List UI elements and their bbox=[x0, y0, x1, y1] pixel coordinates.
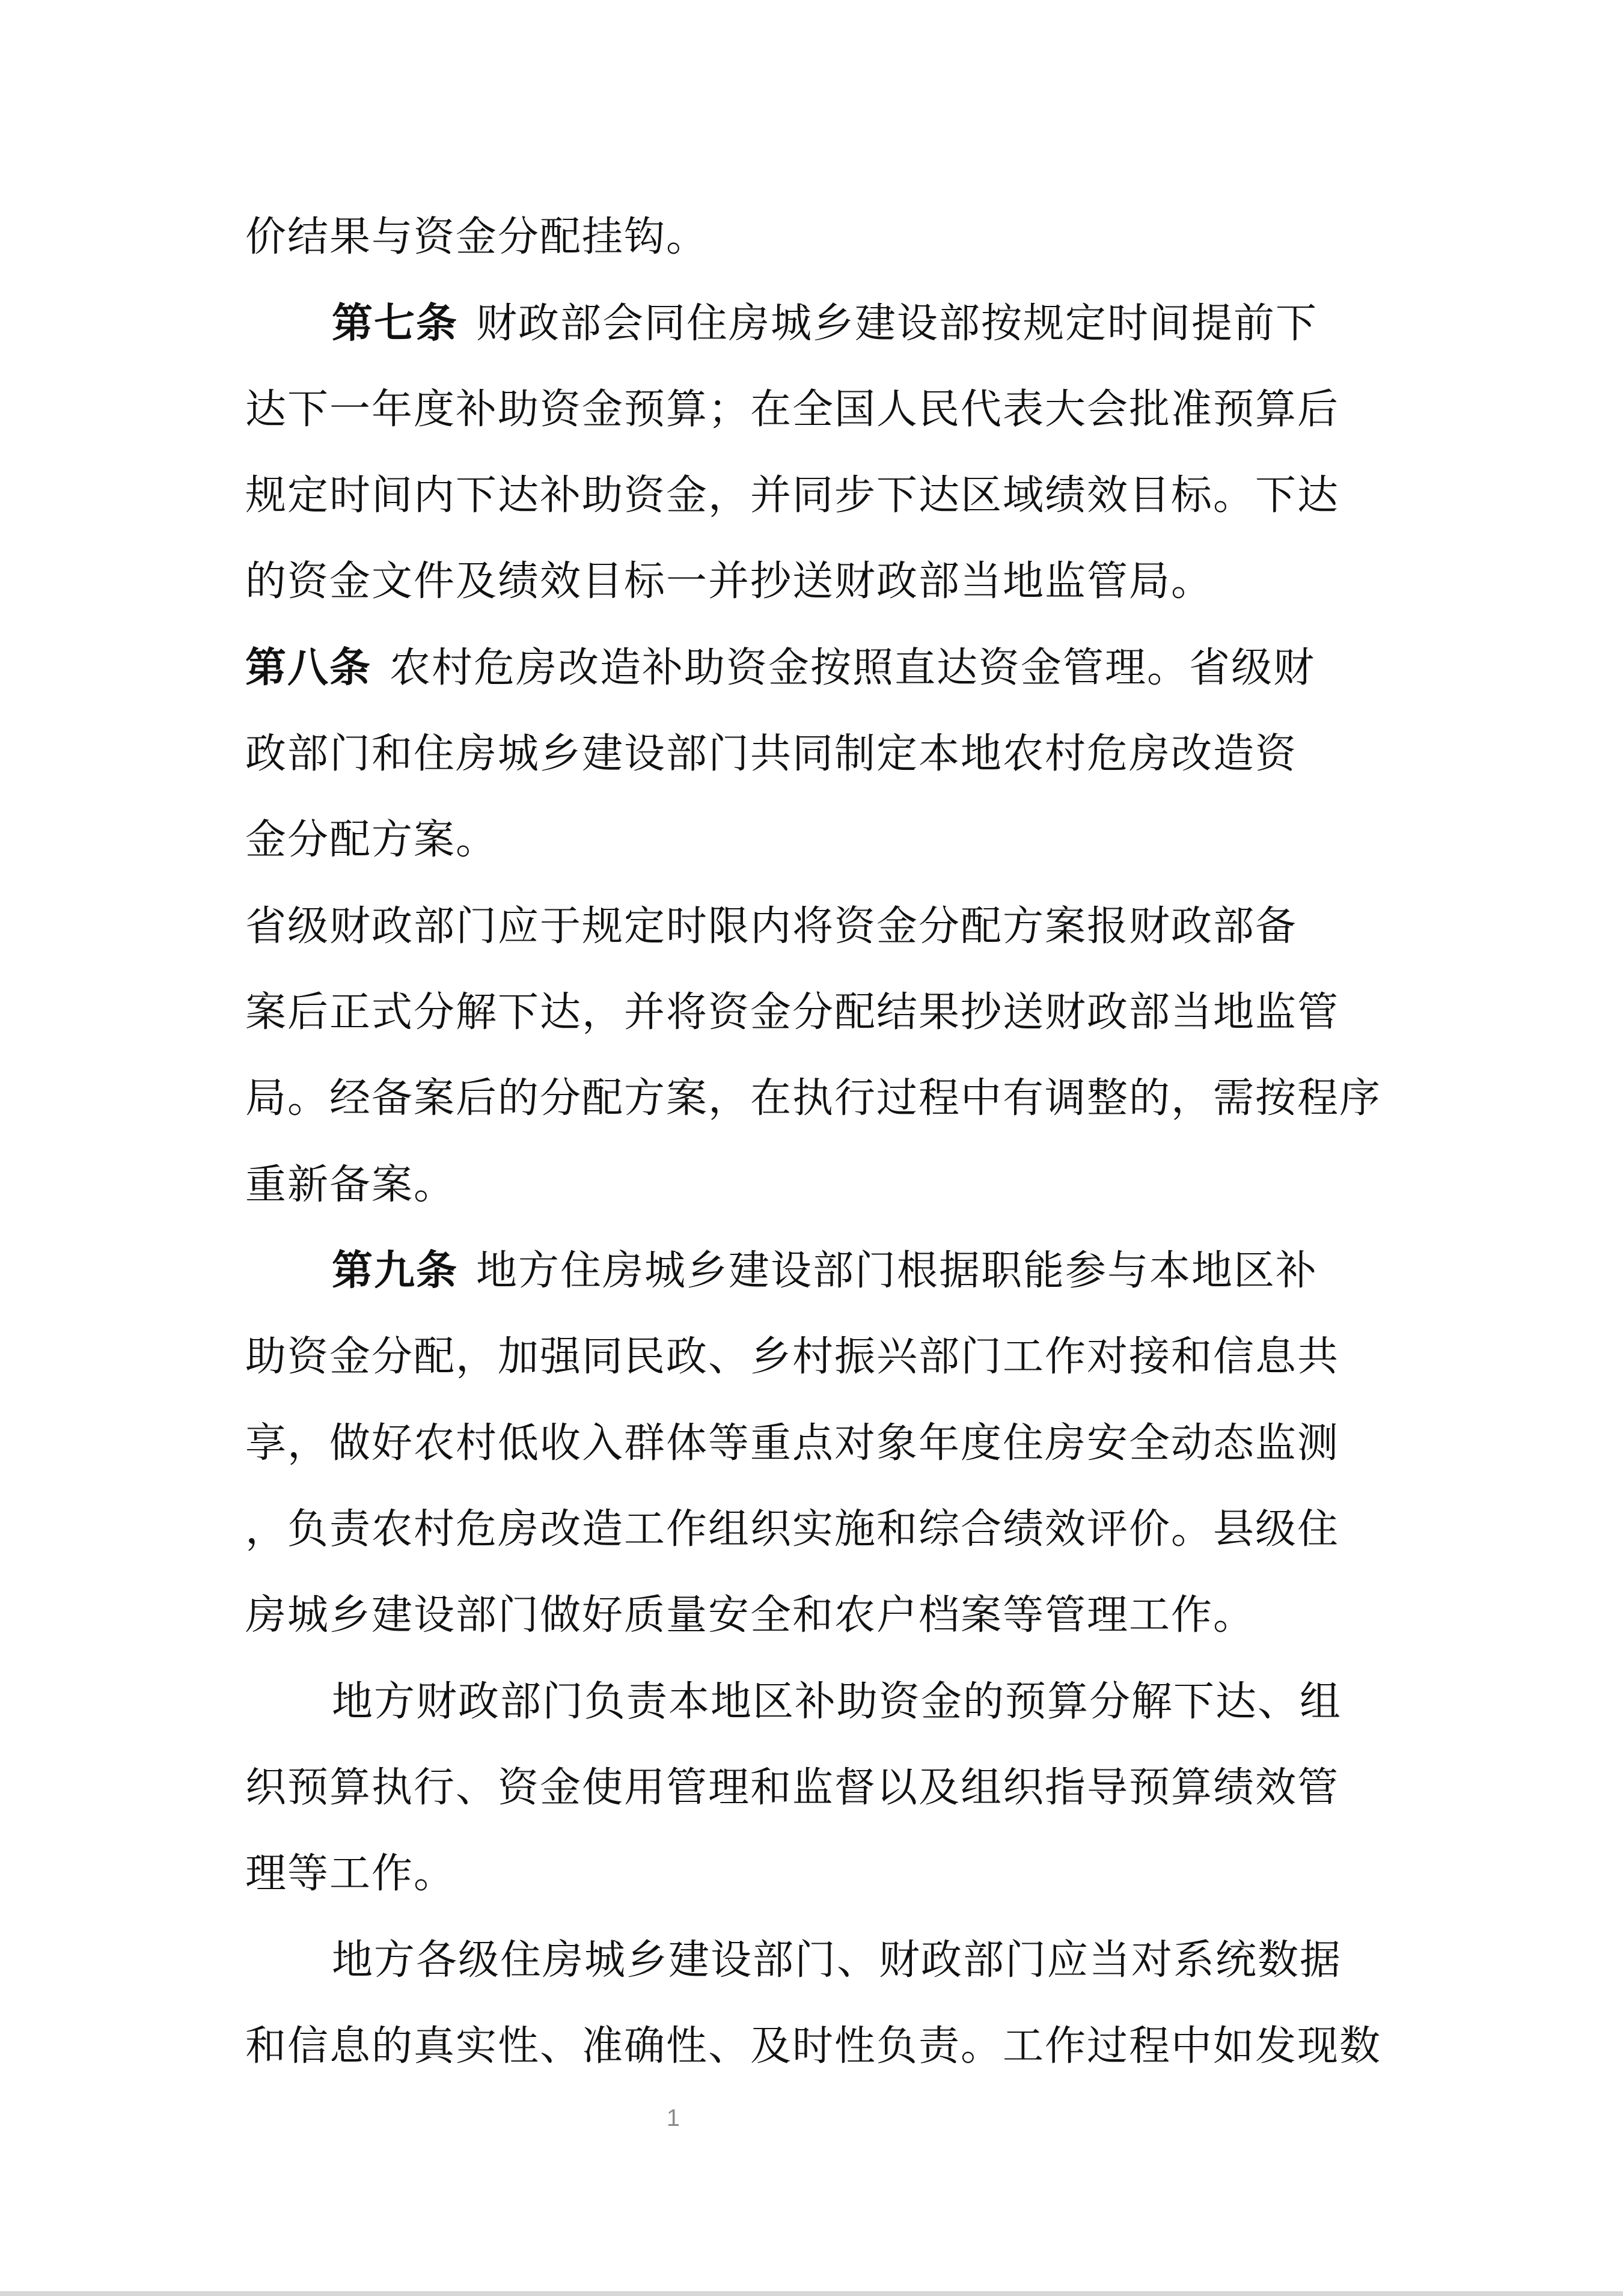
line-text: 达下一年度补助资金预算；在全国人民代表大会批准预算后 bbox=[245, 386, 1340, 433]
text-line bbox=[332, 1929, 1342, 1992]
text-line bbox=[245, 723, 1297, 786]
line-text: 案后正式分解下达，并将资金分配结果抄送财政部当地监管 bbox=[245, 989, 1340, 1036]
line-text: 价结果与资金分配挂钩。 bbox=[245, 213, 709, 261]
line-text: 地方财政部门负责本地区补助资金的预算分解下达、组 bbox=[332, 1678, 1342, 1726]
text-line bbox=[245, 1498, 1339, 1561]
line-text: 织预算执行、资金使用管理和监督以及组织指导预算绩效管 bbox=[245, 1764, 1340, 1812]
line-text: 省级财政部门应于规定时限内将资金分配方案报财政部备 bbox=[245, 903, 1298, 950]
line-text: 金分配方案。 bbox=[245, 816, 498, 864]
bottom-divider bbox=[0, 2291, 1623, 2296]
line-text: 地方各级住房城乡建设部门、财政部门应当对系统数据 bbox=[332, 1937, 1342, 1984]
article-7-heading: 第七条 bbox=[332, 300, 459, 347]
line-text: 享，做好农村低收入群体等重点对象年度住房安全动态监测 bbox=[245, 1420, 1340, 1467]
text-line bbox=[332, 1671, 1342, 1733]
text-line bbox=[245, 379, 1339, 441]
text-line bbox=[245, 1843, 456, 1905]
text-line bbox=[245, 1067, 1381, 1130]
text-line bbox=[245, 1326, 1339, 1388]
page-number: 1 bbox=[666, 2105, 680, 2131]
text-line bbox=[245, 1584, 1255, 1647]
line-text: 理等工作。 bbox=[245, 1850, 456, 1898]
article-7-line bbox=[332, 293, 1318, 355]
line-text: 政部门和住房城乡建设部门共同制定本地农村危房改造资 bbox=[245, 730, 1298, 778]
line-text: 和信息的真实性、准确性、及时性负责。工作过程中如发现数 bbox=[245, 2023, 1382, 2070]
text-line bbox=[245, 2015, 1381, 2078]
line-text: 规定时间内下达补助资金，并同步下达区域绩效目标。下达 bbox=[245, 472, 1340, 519]
line-text: 地方住房城乡建设部门根据职能参与本地区补 bbox=[476, 1247, 1318, 1295]
line-text: 助资金分配，加强同民政、乡村振兴部门工作对接和信息共 bbox=[245, 1333, 1340, 1381]
line-text: 房城乡建设部门做好质量安全和农户档案等管理工作。 bbox=[245, 1592, 1256, 1639]
text-line bbox=[245, 1412, 1339, 1475]
text-line bbox=[245, 982, 1339, 1044]
article-9-heading: 第九条 bbox=[332, 1247, 459, 1295]
article-8-line bbox=[245, 637, 1315, 700]
line-text: 局。经备案后的分配方案，在执行过程中有调整的，需按程序 bbox=[245, 1075, 1382, 1122]
line-text: 农村危房改造补助资金按照直达资金管理。省级财 bbox=[390, 644, 1316, 692]
article-9-line bbox=[332, 1240, 1318, 1302]
line-text: 财政部会同住房城乡建设部按规定时间提前下 bbox=[476, 300, 1318, 347]
text-line bbox=[245, 896, 1297, 958]
line-text: 重新备案。 bbox=[245, 1161, 456, 1209]
text-line bbox=[245, 1154, 456, 1217]
line-text: ，负责农村危房改造工作组织实施和综合绩效评价。县级住 bbox=[245, 1506, 1340, 1553]
text-line bbox=[245, 551, 1213, 613]
text-line bbox=[245, 465, 1339, 527]
text-line bbox=[245, 1757, 1339, 1819]
text-line bbox=[245, 809, 498, 872]
line-text: 的资金文件及绩效目标一并抄送财政部当地监管局。 bbox=[245, 558, 1214, 605]
article-8-heading: 第八条 bbox=[245, 644, 372, 692]
text-line bbox=[245, 206, 708, 269]
